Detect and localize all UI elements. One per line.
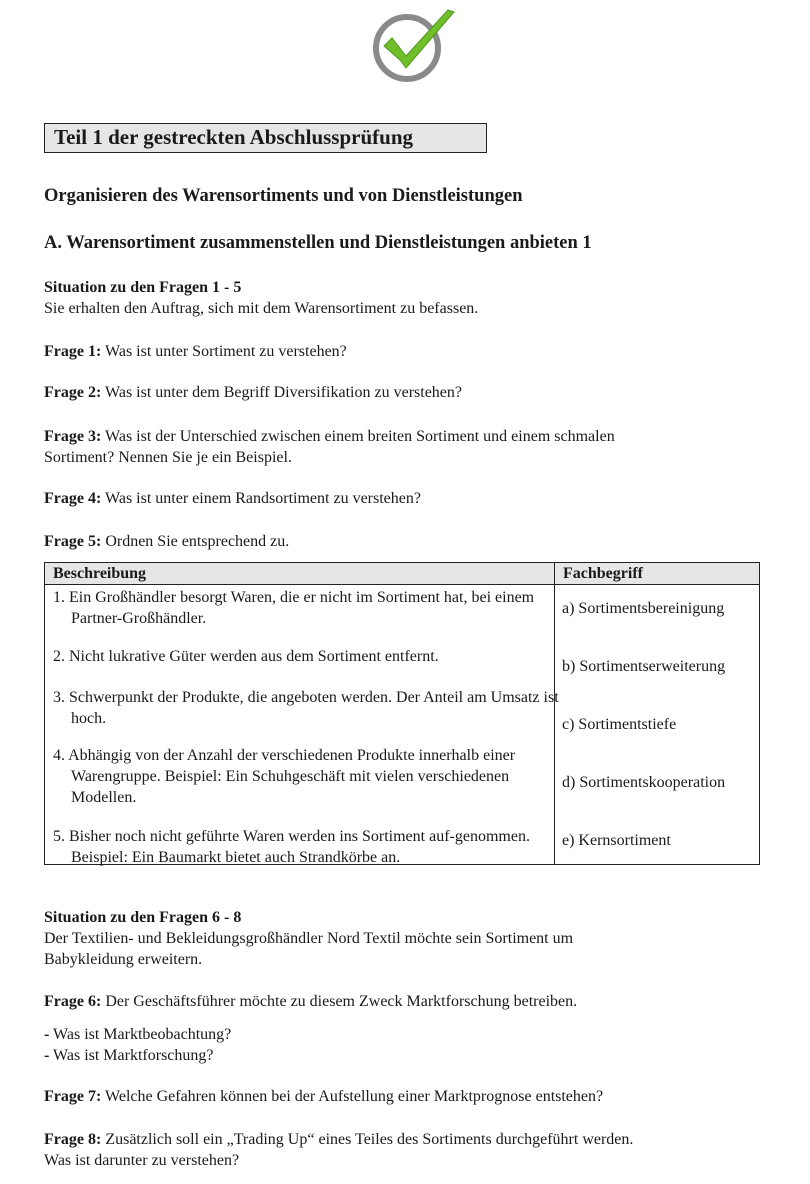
question-8-label: Frage 8: xyxy=(44,1131,102,1148)
question-5-label: Frage 5: xyxy=(44,533,102,550)
question-8-text-line2: Was ist darunter zu verstehen? xyxy=(44,1152,240,1169)
question-7-text: Welche Gefahren können bei der Aufstellung einer Marktprognose entstehen? xyxy=(101,1088,604,1105)
question-4-text: Was ist unter einem Randsortiment zu verstehen? xyxy=(101,490,421,507)
term-column xyxy=(555,585,759,864)
bullet-item: - Was ist Marktforschung? xyxy=(44,1047,214,1064)
term-item-c: c) Sortimentstiefe xyxy=(562,716,677,733)
table-header-term: Fachbegriff xyxy=(555,563,760,585)
question-3-text-line1: Was ist der Unterschied zwischen einem breiten Sortiment und einem schmalen xyxy=(101,428,615,445)
term-item-d: d) Sortimentskooperation xyxy=(562,774,726,791)
situation-2 xyxy=(44,907,774,970)
question-6-label: Frage 6: xyxy=(44,993,102,1010)
question-6 xyxy=(44,991,774,1012)
question-8-text-line1: Zusätzlich soll ein „Trading Up“ eines Teiles des Sortiments durchgeführt werden. xyxy=(101,1131,634,1148)
question-7 xyxy=(44,1086,774,1107)
question-1-text: Was ist unter Sortiment zu verstehen? xyxy=(101,343,347,360)
question-6-bullets xyxy=(44,1024,774,1066)
question-3-label: Frage 3: xyxy=(44,428,102,445)
topic-heading: Organisieren des Warensortiments und von Dienstleistungen xyxy=(44,186,523,206)
question-5-text: Ordnen Sie entsprechend zu. xyxy=(101,533,290,550)
question-2-label: Frage 2: xyxy=(44,384,102,401)
situation-1-text: Sie erhalten den Auftrag, sich mit dem Warensortiment zu befassen. xyxy=(44,300,479,317)
checkmark-logo-icon xyxy=(370,8,460,84)
situation-1-heading: Situation zu den Fragen 1 - 5 xyxy=(44,279,242,296)
description-item-1: 1. Ein Großhändler besorgt Waren, die er nicht im Sortiment hat, bei einem Partner-Großhändler. xyxy=(53,589,535,627)
description-column xyxy=(45,585,559,866)
section-heading: A. Warensortiment zusammenstellen und Dienstleistungen anbieten 1 xyxy=(44,233,592,253)
page-title: Teil 1 der gestreckten Abschlussprüfung xyxy=(44,123,487,153)
question-1-label: Frage 1: xyxy=(44,343,102,360)
bullet-text-observation: Was ist Marktbeobachtung? xyxy=(49,1026,232,1043)
term-item-b: b) Sortimentserweiterung xyxy=(562,658,726,675)
bullet-item: - Was ist Marktbeobachtung? xyxy=(44,1026,232,1043)
question-5 xyxy=(44,531,774,552)
term-item-e: e) Kernsortiment xyxy=(562,832,671,849)
question-7-label: Frage 7: xyxy=(44,1088,102,1105)
question-3-text-line2: Sortiment? Nennen Sie je ein Beispiel. xyxy=(44,449,292,466)
question-8 xyxy=(44,1129,774,1171)
question-2-text: Was ist unter dem Begriff Diversifikation zu verstehen? xyxy=(101,384,462,401)
question-6-text: Der Geschäftsführer möchte zu diesem Zweck Marktforschung betreiben. xyxy=(101,993,578,1010)
question-1 xyxy=(44,341,774,362)
description-item-5: 5. Bisher noch nicht geführte Waren werden ins Sortiment auf-genommen. Beispiel: Ein Baumarkt bietet auch Strandkörbe an. xyxy=(53,828,530,866)
description-item-2: 2. Nicht lukrative Güter werden aus dem Sortiment entfernt. xyxy=(53,648,439,665)
question-3 xyxy=(44,426,774,468)
question-2 xyxy=(44,382,774,403)
bullet-text-research: Was ist Marktforschung? xyxy=(49,1047,214,1064)
description-item-4: 4. Abhängig von der Anzahl der verschiedenen Produkte innerhalb einer Warengruppe. Beispiel: Ein Schuhgeschäft mit vielen verschiedenen Modellen. xyxy=(53,747,516,806)
situation-2-text-line1: Der Textilien- und Bekleidungsgroßhändler Nord Textil möchte sein Sortiment um xyxy=(44,930,574,947)
situation-2-heading: Situation zu den Fragen 6 - 8 xyxy=(44,909,242,926)
situation-2-text-line2: Babykleidung erweitern. xyxy=(44,951,203,968)
question-4-label: Frage 4: xyxy=(44,490,102,507)
table-header-description: Beschreibung xyxy=(45,563,555,585)
question-4 xyxy=(44,488,774,509)
term-item-a: a) Sortimentsbereinigung xyxy=(562,600,725,617)
description-item-3: 3. Schwerpunkt der Produkte, die angeboten werden. Der Anteil am Umsatz ist hoch. xyxy=(53,689,559,727)
situation-1 xyxy=(44,277,774,319)
matching-table xyxy=(44,562,760,865)
